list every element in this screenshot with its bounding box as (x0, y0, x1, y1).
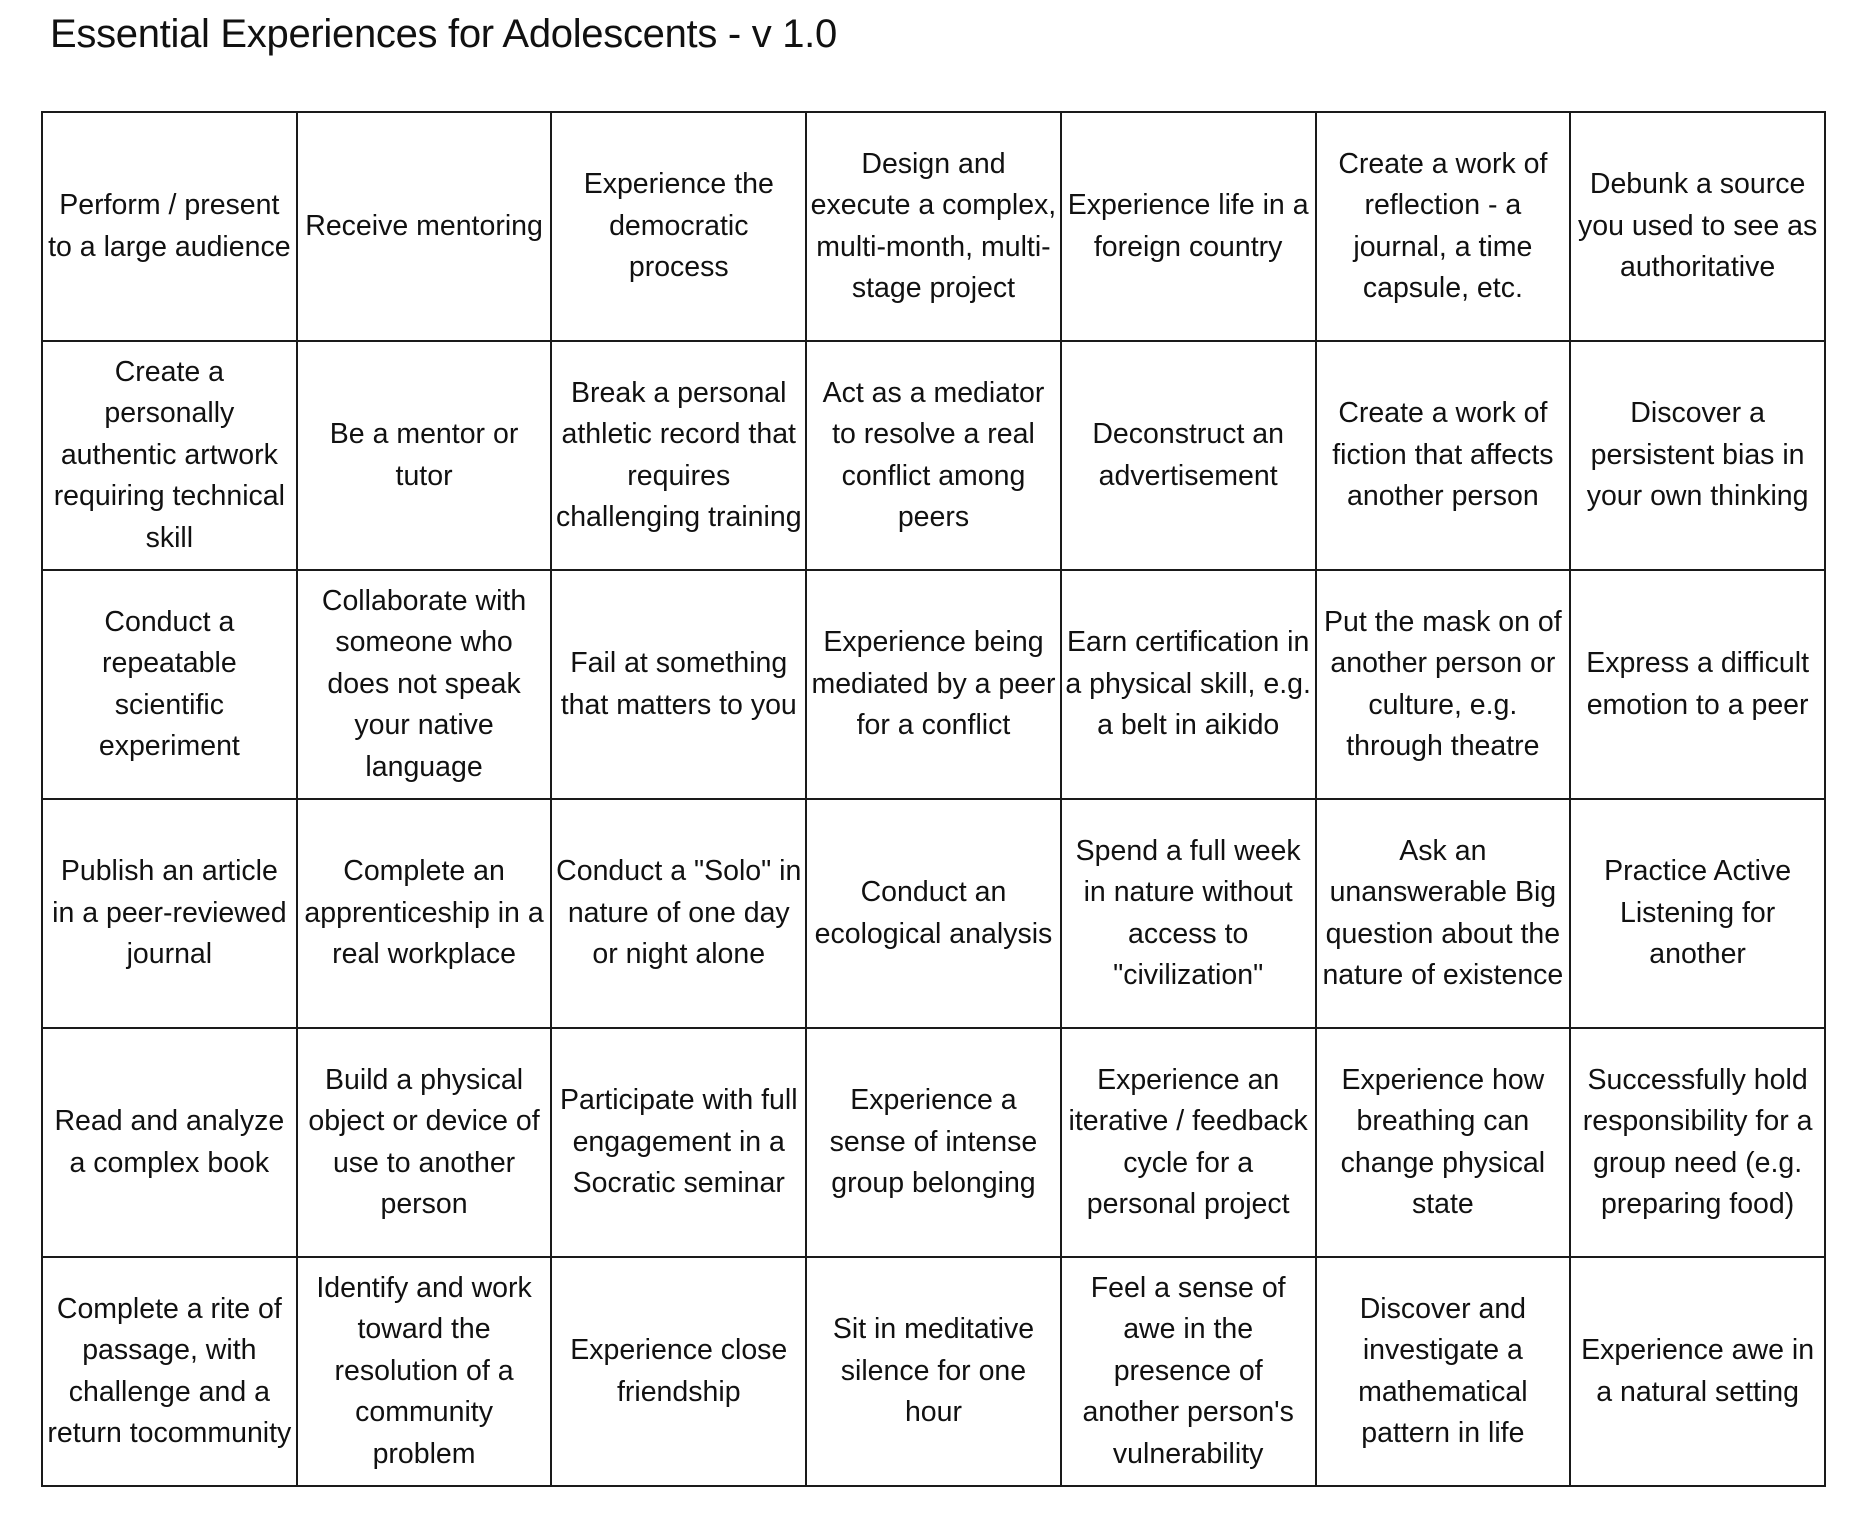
grid-cell: Be a mentor or tutor (297, 341, 552, 570)
grid-cell: Practice Active Listening for another (1570, 799, 1825, 1028)
grid-cell: Complete an apprenticeship in a real workplace (297, 799, 552, 1028)
grid-cell: Fail at something that matters to you (551, 570, 806, 799)
grid-row-1 (42, 112, 1825, 341)
grid-cell: Experience the democratic process (551, 112, 806, 341)
grid-cell: Perform / present to a large audience (42, 112, 297, 341)
grid-cell: Ask an unanswerable Big question about the nature of existence (1316, 799, 1571, 1028)
grid-cell: Participate with full engagement in a Socratic seminar (551, 1028, 806, 1257)
grid-row-3 (42, 570, 1825, 799)
experiences-grid (41, 111, 1826, 1487)
grid-cell: Put the mask on of another person or culture, e.g. through theatre (1316, 570, 1571, 799)
grid-cell: Identify and work toward the resolution of a community problem (297, 1257, 552, 1486)
grid-cell: Break a personal athletic record that requires challenging training (551, 341, 806, 570)
grid-cell: Publish an article in a peer-reviewed journal (42, 799, 297, 1028)
grid-cell: Design and execute a complex, multi-month, multi-stage project (806, 112, 1061, 341)
grid-cell: Build a physical object or device of use to another person (297, 1028, 552, 1257)
grid-cell: Sit in meditative silence for one hour (806, 1257, 1061, 1486)
grid-cell: Experience how breathing can change physical state (1316, 1028, 1571, 1257)
grid-cell: Create a work of reflection - a journal, a time capsule, etc. (1316, 112, 1571, 341)
grid-row-2 (42, 341, 1825, 570)
grid-cell: Read and analyze a complex book (42, 1028, 297, 1257)
grid-cell: Complete a rite of passage, with challenge and a return tocommunity (42, 1257, 297, 1486)
grid-cell: Conduct a repeatable scientific experiment (42, 570, 297, 799)
grid-cell: Debunk a source you used to see as authoritative (1570, 112, 1825, 341)
grid-cell: Act as a mediator to resolve a real conflict among peers (806, 341, 1061, 570)
grid-cell: Conduct a "Solo" in nature of one day or night alone (551, 799, 806, 1028)
grid-cell: Experience a sense of intense group belonging (806, 1028, 1061, 1257)
grid-cell: Experience close friendship (551, 1257, 806, 1486)
page-title: Essential Experiences for Adolescents - v 1.0 (50, 12, 837, 56)
grid-cell: Deconstruct an advertisement (1061, 341, 1316, 570)
grid-row-6 (42, 1257, 1825, 1486)
grid-cell: Successfully hold responsibility for a group need (e.g. preparing food) (1570, 1028, 1825, 1257)
grid-cell: Create a work of fiction that affects another person (1316, 341, 1571, 570)
grid-cell: Discover and investigate a mathematical pattern in life (1316, 1257, 1571, 1486)
grid-cell: Conduct an ecological analysis (806, 799, 1061, 1028)
grid-cell: Experience awe in a natural setting (1570, 1257, 1825, 1486)
grid-row-5 (42, 1028, 1825, 1257)
grid-cell: Spend a full week in nature without access to "civilization" (1061, 799, 1316, 1028)
grid-cell: Experience life in a foreign country (1061, 112, 1316, 341)
grid-row-4 (42, 799, 1825, 1028)
grid-cell: Experience being mediated by a peer for a conflict (806, 570, 1061, 799)
grid-cell: Discover a persistent bias in your own thinking (1570, 341, 1825, 570)
grid-cell: Create a personally authentic artwork requiring technical skill (42, 341, 297, 570)
grid-cell: Receive mentoring (297, 112, 552, 341)
grid-cell: Feel a sense of awe in the presence of another person's vulnerability (1061, 1257, 1316, 1486)
grid-cell: Express a difficult emotion to a peer (1570, 570, 1825, 799)
grid-cell: Earn certification in a physical skill, e.g. a belt in aikido (1061, 570, 1316, 799)
grid-cell: Collaborate with someone who does not speak your native language (297, 570, 552, 799)
grid-cell: Experience an iterative / feedback cycle for a personal project (1061, 1028, 1316, 1257)
